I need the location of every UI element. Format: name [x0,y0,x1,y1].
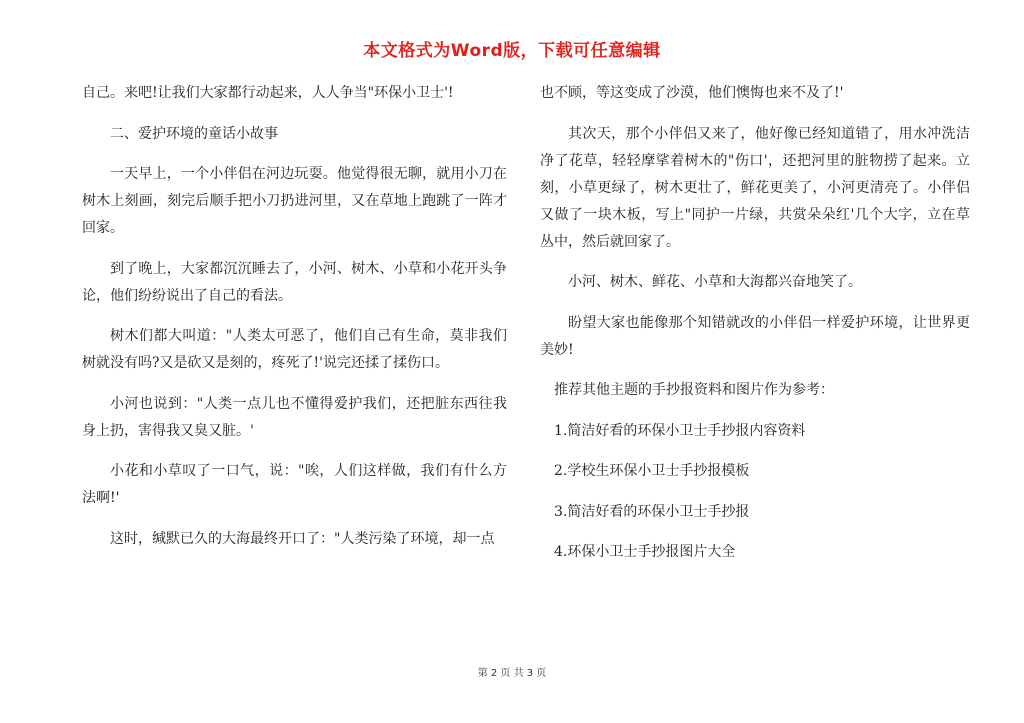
paragraph: 小河也说到："人类一点儿也不懂得爱护我们，还把脏东西往我身上扔，害得我又臭又脏。' [82,395,507,439]
document-banner: 本文格式为Word版，下载可任意编辑 [363,41,661,61]
recommendation-item: 2.学校生环保小卫士手抄报模板 [554,463,750,479]
paragraph: 小花和小草叹了一口气，说："唉，人们这样做，我们有什么方法啊!' [82,463,507,506]
right-column [540,80,970,580]
recommendation-item: 4.环保小卫士手抄报图片大全 [554,544,736,560]
paragraph: 这时，缄默已久的大海最终开口了："人类污染了环境，却一点 [110,530,495,547]
paragraph: 树木们都大叫道："人类太可恶了，他们自己有生命，莫非我们树就没有吗?又是砍又是刻的，疼死了!'说完还揉了揉伤口。 [82,328,507,371]
paragraph: 自己。来吧!让我们大家都行动起来，人人争当"环保小卫士'! [82,85,454,101]
paragraph: 到了晚上，大家都沉沉睡去了，小河、树木、小草和小花开头争论，他们纷纷说出了自己的看法。 [82,260,507,304]
paragraph: 一天早上，一个小伴侣在河边玩耍。他觉得很无聊，就用小刀在树木上刻画，刻完后顺手把小刀扔进河里，又在草地上跑跳了一阵才回家。 [82,166,507,236]
recommendation-item: 1.简洁好看的环保小卫士手抄报内容资料 [554,422,806,439]
left-column [82,80,507,566]
recommendation-item: 3.简洁好看的环保小卫士手抄报 [554,503,750,520]
paragraph: 小河、树木、鲜花、小草和大海都兴奋地笑了。 [568,274,862,290]
section-heading: 二、爱护环境的童话小故事 [110,125,278,142]
recommendation-intro: 推荐其他主题的手抄报资料和图片作为参考： [554,382,834,398]
paragraph: 也不顾，等这变成了沙漠，他们懊悔也来不及了!' [540,85,844,101]
page-number: 第 2 页 共 3 页 [477,668,547,679]
paragraph: 其次天，那个小伴侣又来了，他好像已经知道错了，用水冲洗洁净了花草，轻轻摩挲着树木的"伤口'，还把河里的脏物捞了起来。立刻，小草更绿了，树木更壮了，鲜花更美了，小河更清亮了。小伴侣又做了一块木板，写上"同护一片绿，共赏朵朵红'几个大字，立在草丛中，然后就回家了。 [540,125,970,250]
paragraph: 盼望大家也能像那个知错就改的小伴侣一样爱护环境，让世界更美妙! [540,314,970,358]
